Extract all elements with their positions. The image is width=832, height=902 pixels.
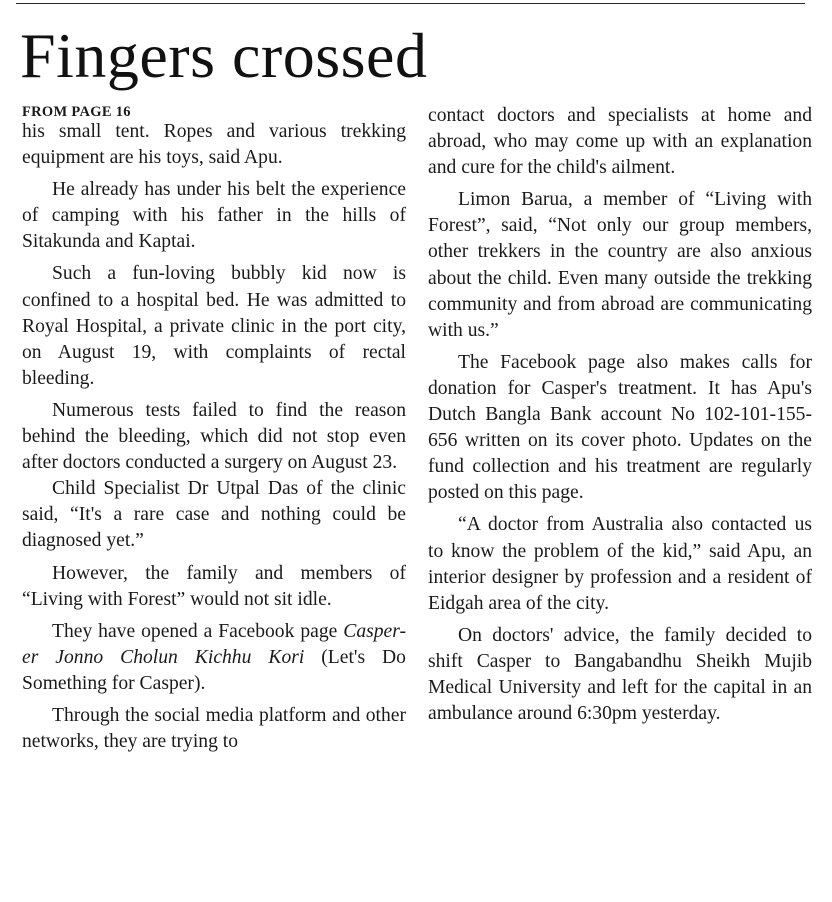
right-column (428, 103, 812, 727)
paragraph: Through the social media platform and other networks, they are trying to (22, 704, 406, 753)
paragraph: “A doctor from Australia also contacted us to know the problem of the kid,” said Apu, an interior designer by profession and a resident of Eidgah area of the city. (428, 514, 812, 614)
facebook-page-translation: (Let's Do Something for Casper). (22, 646, 406, 694)
paragraph: However, the family and members of “Living with Forest” would not sit idle. (22, 562, 406, 610)
paragraph: He already has under his belt the experience of camping with his father in the hills of Sitakunda and Kaptai. (22, 179, 406, 253)
paragraph: his small tent. Ropes and various trekking equipment are his toys, said Apu. (22, 121, 406, 169)
paragraph: Numerous tests failed to find the reason behind the bleeding, which did not stop even after doctors conducted a surgery on August 23. (22, 399, 406, 474)
facebook-paragraph (22, 619, 406, 697)
paragraph: Limon Barua, a member of “Living with Forest”, said, “Not only our group members, other trekkers in the country are also anxious about the child. Even many outside the trekking community and from abroad are communicating with us.” (428, 189, 812, 341)
facebook-page-name: Casper-er Jonno Cholun Kichhu Kori (22, 620, 406, 668)
page-bottom-margin (0, 876, 832, 902)
paragraph: Such a fun-loving bubbly kid now is confined to a hospital bed. He was admitted to Royal Hospital, a private clinic in the port city, on August 19, with complaints of rectal bleeding. (22, 263, 406, 389)
facebook-lead: They have opened a Facebook page (52, 620, 338, 642)
paragraph: contact doctors and specialists at home and abroad, who may come up with an explanation and cure for the child's ailment. (428, 105, 812, 179)
headline: Fingers crossed (20, 20, 428, 91)
left-column (22, 103, 406, 755)
paragraph: On doctors' advice, the family decided to shift Casper to Bangabandhu Sheikh Mujib Medical University and left for the capital in an ambulance around 6:30pm yesterday. (428, 624, 812, 725)
top-rule (16, 3, 805, 4)
jump-line: FROM PAGE 16 (22, 104, 131, 120)
paragraph: Child Specialist Dr Utpal Das of the clinic said, “It's a rare case and nothing could be diagnosed yet.” (22, 478, 406, 552)
paragraph: The Facebook page also makes calls for donation for Casper's treatment. It has Apu's Dutch Bangla Bank account No 102-101-155-656 written on its cover photo. Updates on the fund collection and his treatment are regularly posted on this page. (428, 351, 812, 504)
